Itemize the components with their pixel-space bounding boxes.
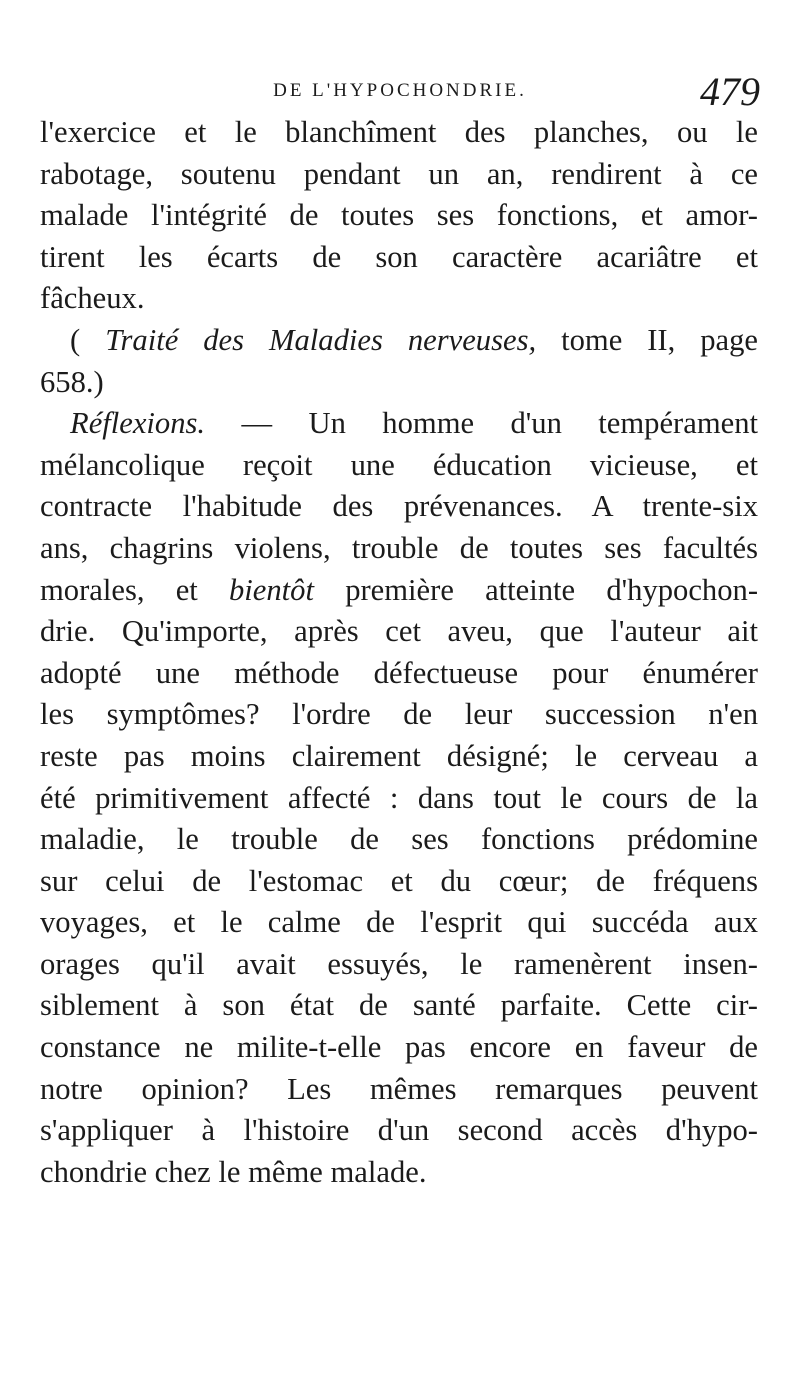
text-line: maladie, le trouble de ses fonctions prédomine <box>40 822 758 857</box>
page-header <box>40 60 760 120</box>
text-line: été primitivement affecté : dans tout le cours de la <box>40 780 758 815</box>
text-line: malade l'intégrité de toutes ses fonctions, et amor- <box>40 198 758 233</box>
bientot-word: bientôt <box>229 572 314 607</box>
text-line: mélancolique reçoit une éducation vicieuse, et <box>40 447 758 482</box>
text-line: adopté une méthode défectueuse pour énumérer <box>40 655 758 690</box>
text-line: notre opinion? Les mêmes remarques peuvent <box>40 1071 758 1106</box>
bientot-after: première atteinte d'hypochon- <box>313 572 759 607</box>
text-line: s'appliquer à l'histoire d'un second accès d'hypo- <box>40 1113 758 1148</box>
running-title: DE L'HYPOCHONDRIE. <box>273 80 527 101</box>
text-line: voyages, et le calme de l'esprit qui succéda aux <box>40 905 758 940</box>
text-line: fâcheux. <box>40 281 145 316</box>
bientot-before: morales, et <box>40 572 229 607</box>
text-line: reste pas moins clairement désigné; le cerveau a <box>40 738 758 773</box>
text-line: contracte l'habitude des prévenances. A trente-six <box>40 489 758 524</box>
text-line: ans, chagrins violens, trouble de toutes ses facultés <box>40 530 758 565</box>
citation-line <box>40 320 758 362</box>
text-line: sur celui de l'estomac et du cœur; de fréquens <box>40 863 758 898</box>
page-number: 479 <box>700 69 760 114</box>
text-line: l'exercice et le blanchîment des planches, ou le <box>40 115 758 149</box>
text-line-last: chondrie chez le même malade. <box>40 1154 427 1189</box>
text-line: les symptômes? l'ordre de leur succession n'en <box>40 697 758 732</box>
citation-open: ( <box>70 322 81 357</box>
citation-rest: tome II, page <box>536 322 758 357</box>
reflexions-label: Réflexions. <box>70 406 206 441</box>
text-line: tirent les écarts de son caractère acariâtre et <box>40 239 758 274</box>
citation-line-2: 658.) <box>40 364 104 399</box>
text-line: orages qu'il avait essuyés, le ramenèrent insen- <box>40 946 758 981</box>
text-line: constance ne milite-t-elle pas encore en faveur de <box>40 1030 758 1065</box>
reflexions-rest: — Un homme d'un tempérament <box>205 406 758 441</box>
citation-title: Traité des Maladies nerveuses, <box>105 322 537 357</box>
text-line: siblement à son état de santé parfaite. Cette cir- <box>40 988 758 1023</box>
reflexions-line <box>40 403 758 445</box>
text-line: rabotage, soutenu pendant un an, rendirent à ce <box>40 156 758 191</box>
text-line: drie. Qu'importe, après cet aveu, que l'auteur ait <box>40 614 758 649</box>
bientot-line <box>40 570 758 612</box>
body-text <box>40 112 758 1193</box>
